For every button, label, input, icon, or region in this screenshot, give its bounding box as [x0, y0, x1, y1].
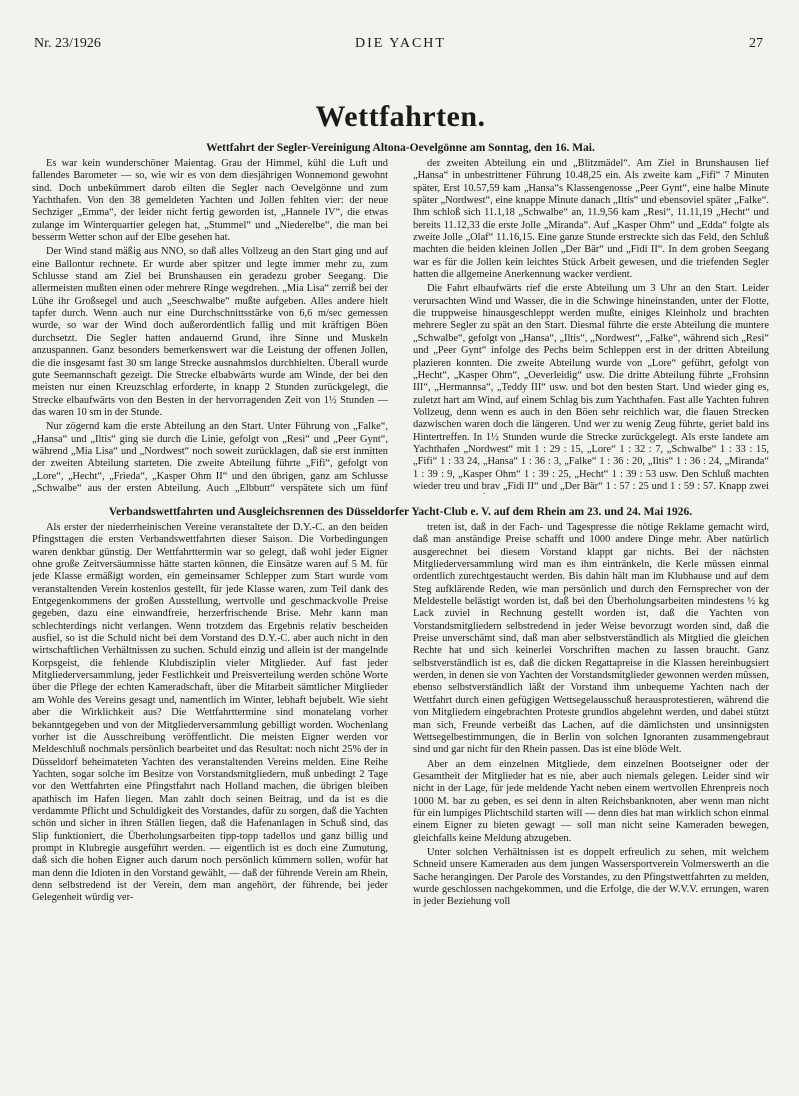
- paragraph: treten ist, daß in der Fach- und Tagespresse die nötige Reklame gemacht wird, daß man anständige Preise schafft und 1000 andere Dinge mehr. Aber natürlich ausgerechnet bei diesem Vorstand klappt gar nichts. Bei der nächsten Mitgliederversammlung wird man es ihm eintränkeln, die Kerle müssen einmal ordentlich zurechtgestaucht werden. Bis dahin hält man im Klubhause und auf dem Steg aufklärende Reden, wie man persönlich und durch den Fernsprecher von der Meldestelle belästigt worden ist, daß bei den Überholungsarbeiten mindestens ½ kg Lack zuviel in Rechnung gestellt worden ist, daß die Yachten von Vorstandsmitgliedern selbstredend in jeder Weise bevorzugt worden sind, daß die Preise unverschämt sind, daß man aber selbstverständlich als Mitglied die gleichen Rechte hat und sich keinerlei Vorschriften machen zu lassen braucht. Ganz selbstverständlich ist es, daß die dicken Regattapreise in die Klassen hereinbugsiert werden, in denen sie von Yachten der Vorstandsmitglieder gewonnen werden müssen, ebenso selbstverständlich läßt der Vorstand ihm unbequeme Yachten nach der Wettfahrt durch einen gefügigen Wettsegelausschuß herausprotestieren, während die von Mitgliedern eingebrachten Proteste grundlos abgelehnt werden, und dabei stützt man sich, Freunde verbeißt das Lachen, auf die dämlichsten und unsinnigsten Wettsegelbestimmungen, die in Berlin von solchen Ignoranten zusammengebraut sind und gar nicht für den Rhein passen. Das ist eine blöde Welt.: [413, 522, 769, 756]
- page-number: 27: [749, 36, 763, 51]
- running-head: [32, 30, 769, 54]
- paragraph: Nur zögernd kam die erste Abteilung an den Start. Unter Führung von „Falke“, „Hansa“ und „Iltis“ ging sie durch die Linie, gefolgt von „Resi“ und „Peer Gynt“, während „Mia Lisa“ und „Nordwest“ noch soweit zurücklagen, daß sie erst inmitten der zweiten Abteilung starteten. Die zweite Abteilung führte „Fifi“, gefolgt von „Lore“, „Hecht“, „Frieda“, „Kasper Ohm II“ und den übrigen, ganz am Schlusse „Schwalbe“ aus der ersten Abteilung. Auch „Elbbutt“ verspätete sich um fünf: [32, 421, 388, 494]
- section2-left-column: [32, 522, 388, 960]
- paragraph: Aber an dem einzelnen Mitgliede, dem einzelnen Bootseigner oder der Gesamtheit der Mitglieder hat es nie, aber auch niemals gelegen. Leider sind wir nicht in der Lage, für jede meldende Yacht neben einem wertvollen Ehrenpreis noch 1000 M. bar zu geben, es sei denn in alten Reichsbanknoten, aber wenn man nicht für ein lumpiges Plichtschild starten will — denn dies hat man wirklich schon einmal einem Eigner zu bieten gewagt — soll man nicht seine Kameraden bewegen, gleichfalls keine Meldung abzugeben.: [413, 758, 769, 844]
- section1-right-column: [413, 158, 769, 494]
- paragraph: der zweiten Abteilung ein und „Blitzmädel“. Am Ziel in Brunshausen lief „Hansa“ in unbestrittener Führung 10.48,25 ein. Als zweite kam „Fifi“ 7 Minuten später, Erst 10.57,59 kam „Hansa“s Klassengenosse „Peer Gynt“, eine halbe Minute später „Nordwest“, eine knappe Minute danach „Iltis“ und ebensoviel später „Falke“. Ihm schloß sich 11.1,18 „Schwalbe“ an, 11.9,56 kam „Resi“, 11.11,19 „Hecht“ und bereits 11.12,33 die erste Jolle „Miranda“. Auf „Kasper Ohm“ und „Edda“ folgte als zweite Jolle „Olaf“ 11.16,15. Eine ganze Stunde erstreckte sich das Feld, den Schluß machten die beiden kleinen Jollen „Der Bär“ und „Fidi II“. In dem groben Seegang war es für die Jollen kein leichtes Stück Arbeit gewesen, und die triefenden Segler hatten die allgemeine Anerkennung wacker verdient.: [413, 158, 769, 281]
- paragraph: Als erster der niederrheinischen Vereine veranstaltete der D.Y.-C. an den beiden Pfingsttagen die ersten Verbandswettfahrten dieser Saison. Die Vorbedingungen waren denkbar günstig. Der Wettfahrttermin war so gelegt, daß wohl jeder Eigner ohne große Zeitversäumnisse hätte starten können, die Einsätze waren auf 5 M. für jede Klasse ermäßigt worden, ein gemeinsamer Schlepper zum Start wurde vom veranstaltenden Verein kostenlos gestellt, für jede Klasse waren, zum Teil dank des Entgegenkommens der großen Ausstellung, wertvolle und geschmackvolle Preise gegeben, dazu eine einwandfreie, herzerfrischende Brise. Mehr kann man schlechterdings nicht verlangen. Wenn trotzdem das Ergebnis relativ bescheiden ausfiel, so ist die Schuld nicht bei dem Vorstand des D.Y.-C. aber auch nicht in den wirtschaftlichen Verhältnissen zu suchen. Schuld einzig und allein ist der mangelnde Korpsgeist, die fehlende Klubdisziplin vieler Mitglieder. Auf fast jeder Mitgliederversammlung, jeder Festlichkeit und Preisverteilung werden schöne Worte über die Pflege der echten Kameradschaft, über die Mitarbeit sämtlicher Mitglieder am Wohle des Vereins gesagt und, namentlich im Winter, lebhaft bejubelt. Wie sieht aber die Wirklichkeit aus? Die Wettfahrttermine sind monatelang vorher bekanntgegeben und von der Mitgliederversammlung gebilligt worden. Wochenlang vorher ist die Ausschreibung veröffentlicht. Die meisten Eigner werden vor Meldeschluß nochmals persönlich bearbeitet und das Resultat: noch nicht 25% der in Düsseldorf beheimateten Yachten des veranstaltenden Vereins melden. Eine Reihe Yachten, sogar solche im Besitze von Vorstandsmitgliedern, muß unbedingt 2 Tage vor den Wettfahrten eine Pfingstfahrt nach Holland machen, die übrigen bleiben apathisch im Hafen liegen. Man zahlt doch seinen Beitrag, und da ist es die verdammte Pflicht und Schuldigkeit des Vorstandes, dafür zu sorgen, daß die Yachten schön und sicher in ihren Ställen liegen, daß die Hafenanlagen in Schuß sind, das Slip funktioniert, die Überholungsarbeiten tipp-topp tadellos und ganz billig und prompt in Klubregie ausgeführt werden. — eigentlich ist es doch eine Zumutung, daß sich die hohen Eigner auch darum noch persönlich kümmern sollen, wofür hat man denn die Idioten in den Vorstand gewählt, — daß der führende Verein am Rhein, denn selbstredend ist der Verein, dem man angehört, der führende, bei jeder Gelegenheit würdig ver-: [32, 522, 388, 904]
- section2-heading: Verbandswettfahrten und Ausgleichsrennen des Düsseldorfer Yacht-Club e. V. auf dem Rhein am 23. und 24. Mai 1926.: [108, 506, 693, 518]
- page-title: Wettfahrten.: [315, 100, 486, 133]
- paragraph: Der Wind stand mäßig aus NNO, so daß alles Vollzeug an den Start ging und auf eine Ballontur rechnete. Er wurde aber spitzer und legte immer mehr zu, zum Schlusse stand am Ziel bei Brunshausen ein geradezu grober Seegang. Die allermeisten mußten einen oder mehrere Ringe wegdrehen. „Mia Lisa“ zerriß bei der Lühe ihr Großsegel und auch „Seeschwalbe“ mußte aufgeben. Alles andere hielt tapfer durch. Wenn auch nur eine Durchschnittsstärke von 6,6 m/sec gemessen wurde, so war der Wind doch außerordentlich fallig und mit kräftigen Böen durchsetzt. Die Segler hatten andauernd Grund, ihre Sinne und Muskeln anzuspannen. Ganz besonders bemerkenswert war die Leistung der offenen Jollen, die die insgesamt fast 30 sm lange Strecke ausnahmslos durchhielten. Überall wurde gute Seemannschaft gezeigt. Die Strecke elbabwärts wurde am Winde, der bei den meisten nur einen Kreuzschlag erforderte, in knapp 2 Stunden zurückgelegt, die Strecke elbaufwärts von den Besten in der hervorragenden Zeit von 1½ Stunden — das waren 10 sm in der Stunde.: [32, 246, 388, 418]
- paragraph: Es war kein wunderschöner Maientag. Grau der Himmel, kühl die Luft und fallendes Barometer — so, wie wir es von dem diesjährigen Wonnemond gewohnt sind. Doch unbekümmert darob eilten die Segler nach Oevelgönne und zum Yachthafen. Von den 38 gemeldeten Yachten und Jollen fehlten vier: der neue Sechziger „Emma“, der leider nicht fertig geworden ist, „Hannele IV“, die etwas zulange im Winterquartier gelegen hat, „Stummel“ und „Niederelbe“, die man bei besserm Wetter schon auf der Elbe gesehen hat.: [32, 158, 388, 244]
- section2-body: [32, 522, 769, 960]
- magazine-name: DIE YACHT: [355, 36, 446, 51]
- section1-left-column: [32, 158, 388, 494]
- paragraph: Die Fahrt elbaufwärts rief die erste Abteilung um 3 Uhr an den Start. Leider verursachten Wind und Wasser, die in die Schwinge hineinstanden, unter der Flotte, die truppweise hinausgeschleppt werden mußte, einiges Kleinholz und brachten mehrere Segler zu spät an den Start. Diesmal führte die erste Abteilung die muntere „Schwalbe“, gefolgt von „Hansa“, „Iltis“, „Nordwest“, „Falke“, während sich „Resi“ und „Peer Gynt“ infolge des Pechs beim Schleppen erst in der dritten Abteilung plazieren konnten. Die zweite Abteilung wurde von „Lore“ geführt, gefolgt von „Hecht“, „Kasper Ohm“, „Oeverleidig“ usw. Die dritte Abteilung führte „Frohsinn III“, „Hermannsa“, „Teddy III“ usw. und bot den besten Start. Und wieder ging es, zuletzt hart am Wind, auf einem Schlag bis zum Yachthafen. Fast alle Yachten fuhren Vollzeug, denn wenn es auch in den Böen sehr reichlich war, die flauen Strecken dazwischen waren doch die längeren. Und wer zu wenig Zeug führte, geriet bald ins Hintertreffen. In 1½ Stunden wurde die Strecke zurückgelegt. Als erste landete am Yachthafen „Nordwest“ mit 1 : 29 : 15, „Lore“ 1 : 32 : 7, „Schwalbe“ 1 : 33 : 15, „Fifi“ 1 : 33 24, „Hansa“ 1 : 36 : 3, „Falke“ 1 : 36 : 20, „Iltis“ 1 : 36 : 24, „Miranda“ 1 : 39 : 9, „Kasper Ohm“ 1 : 39 : 25, „Hecht“ 1 : 39 : 53 usw. Den Schluß machten wieder treu und brav „Fidi II“ und „Der Bär“ 1 : 57 : 25 und 1 : 59 : 57. Knapp zwei: [413, 283, 769, 492]
- paragraph: Unter solchen Verhältnissen ist es doppelt erfreulich zu sehen, mit welchem Schneid unsere Kameraden aus dem jungen Wassersportverein Volmerswerth an die Sache herangingen. Der Parole des Vorstandes, zu den Pfingstwettfahrten zu melden, wurde geschlossen nachgekommen, und die Erfolge, die der W.V.V. errungen, waren in jeder Beziehung voll: [413, 846, 769, 908]
- section1-heading: Wettfahrt der Segler-Vereinigung Altona-Oevelgönne am Sonntag, den 16. Mai.: [206, 142, 595, 154]
- section2-right-column: [413, 522, 769, 960]
- issue-number: Nr. 23/1926: [34, 36, 101, 51]
- section1-body: [32, 158, 769, 494]
